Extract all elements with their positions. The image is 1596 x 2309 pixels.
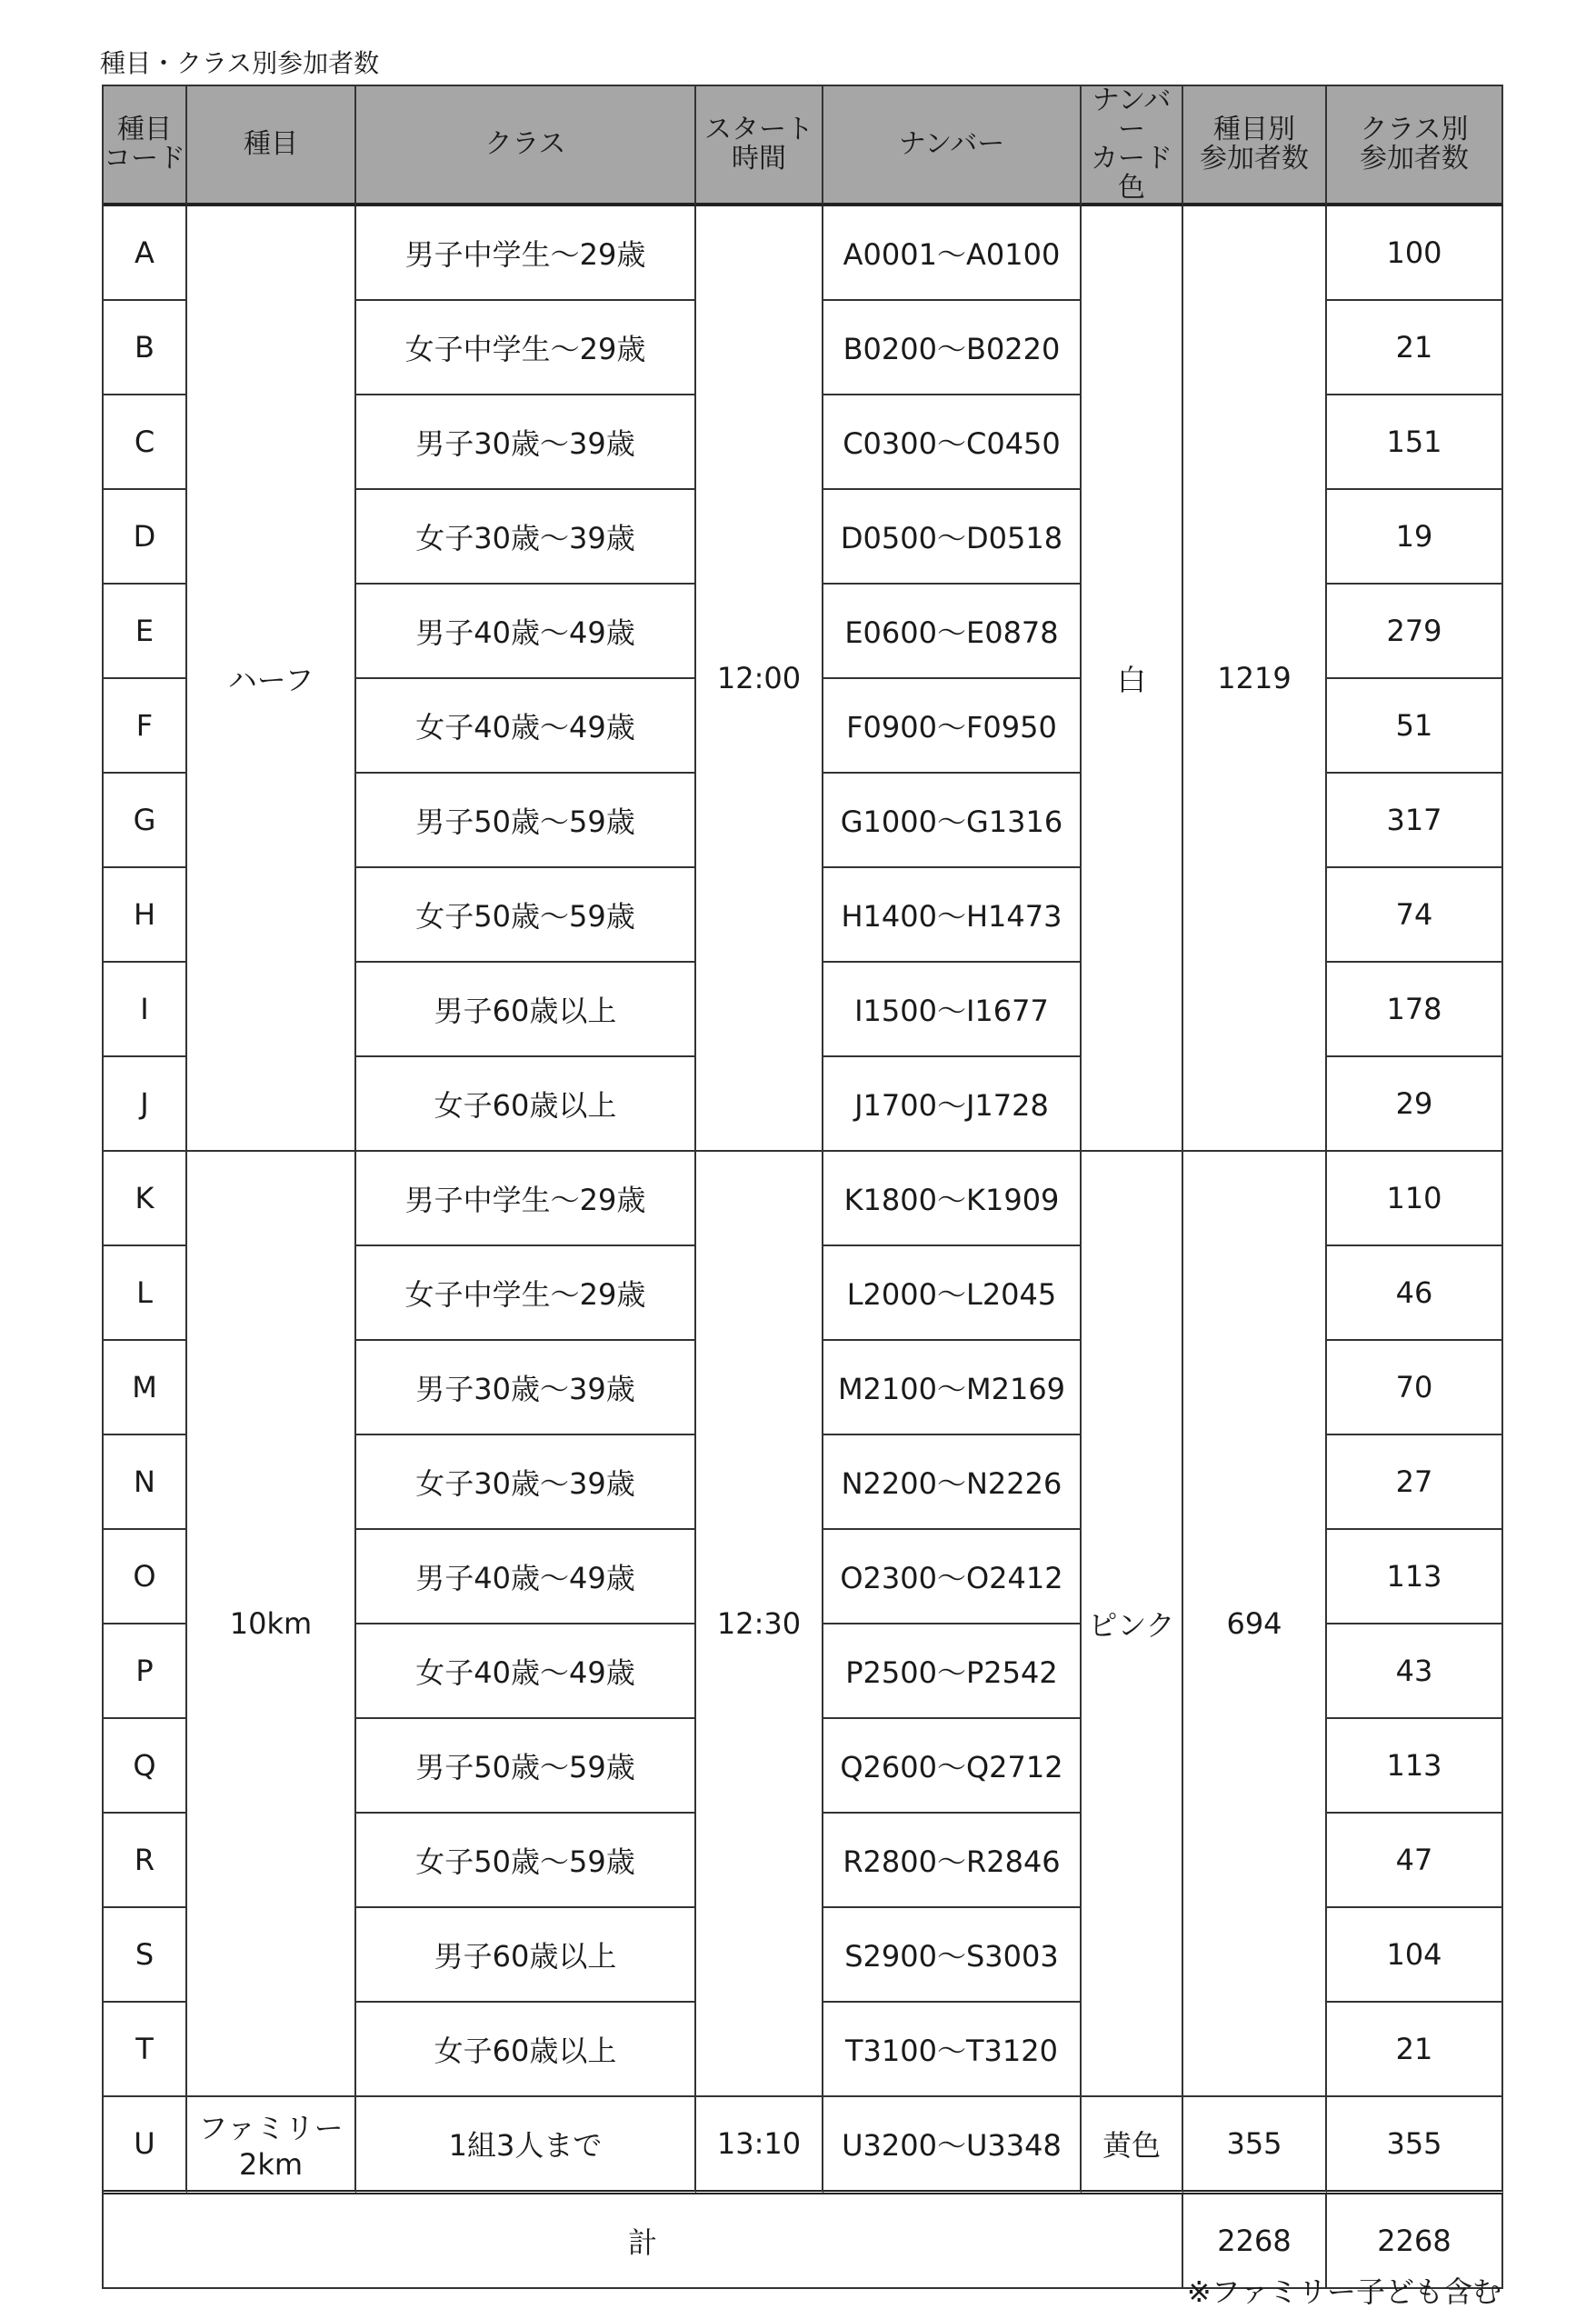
row-class-count: 51 bbox=[1327, 679, 1503, 774]
group-start-time: 13:10 bbox=[696, 2097, 823, 2194]
row-number: F0900〜F0950 bbox=[823, 679, 1082, 774]
row-class-count: 355 bbox=[1327, 2097, 1503, 2194]
row-class-count: 21 bbox=[1327, 301, 1503, 395]
row-class: 男子中学生〜29歳 bbox=[356, 1152, 696, 1246]
header-event: 種目 bbox=[187, 86, 356, 206]
total-label: 計 bbox=[104, 2194, 1183, 2289]
row-class: 男子60歳以上 bbox=[356, 963, 696, 1057]
row-code: G bbox=[104, 774, 187, 868]
row-number: C0300〜C0450 bbox=[823, 395, 1082, 490]
row-class: 女子30歳〜39歳 bbox=[356, 1435, 696, 1530]
row-code: T bbox=[104, 2003, 187, 2097]
document-title: 種目・クラス別参加者数 bbox=[100, 48, 380, 78]
header-card-color: ナンバー カード色 bbox=[1082, 86, 1183, 206]
row-class-count: 29 bbox=[1327, 1057, 1503, 1152]
row-number: E0600〜E0878 bbox=[823, 585, 1082, 679]
row-number: T3100〜T3120 bbox=[823, 2003, 1082, 2097]
row-code: Q bbox=[104, 1719, 187, 1814]
table-body bbox=[104, 206, 1503, 2194]
row-code: P bbox=[104, 1624, 187, 1719]
row-class-count: 21 bbox=[1327, 2003, 1503, 2097]
row-code: N bbox=[104, 1435, 187, 1530]
header-code: 種目 コード bbox=[104, 86, 187, 206]
group-card-color: 白 bbox=[1082, 206, 1183, 1152]
group-event-count: 1219 bbox=[1183, 206, 1327, 1152]
total-class-count: 2268 bbox=[1327, 2194, 1503, 2289]
row-number: D0500〜D0518 bbox=[823, 490, 1082, 585]
group-card-color: 黄色 bbox=[1082, 2097, 1183, 2194]
row-class: 男子40歳〜49歳 bbox=[356, 585, 696, 679]
row-class: 女子60歳以上 bbox=[356, 2003, 696, 2097]
row-class-count: 43 bbox=[1327, 1624, 1503, 1719]
row-class: 女子中学生〜29歳 bbox=[356, 1246, 696, 1341]
row-number: P2500〜P2542 bbox=[823, 1624, 1082, 1719]
row-class-count: 104 bbox=[1327, 1908, 1503, 2003]
footnote: ※ファミリー子ども含む bbox=[1186, 2274, 1501, 2309]
row-number: L2000〜L2045 bbox=[823, 1246, 1082, 1341]
row-class-count: 47 bbox=[1327, 1814, 1503, 1908]
row-class: 男子50歳〜59歳 bbox=[356, 774, 696, 868]
row-number: S2900〜S3003 bbox=[823, 1908, 1082, 2003]
row-number: R2800〜R2846 bbox=[823, 1814, 1082, 1908]
group-start-time: 12:30 bbox=[696, 1152, 823, 2097]
row-class: 男子30歳〜39歳 bbox=[356, 1341, 696, 1435]
row-code: D bbox=[104, 490, 187, 585]
row-class-count: 279 bbox=[1327, 585, 1503, 679]
row-code: S bbox=[104, 1908, 187, 2003]
row-class: 女子60歳以上 bbox=[356, 1057, 696, 1152]
row-code: L bbox=[104, 1246, 187, 1341]
row-number: U3200〜U3348 bbox=[823, 2097, 1082, 2194]
row-code: O bbox=[104, 1530, 187, 1624]
group-start-time: 12:00 bbox=[696, 206, 823, 1152]
table-row bbox=[104, 1152, 1503, 1246]
header-start-time: スタート 時間 bbox=[696, 86, 823, 206]
row-class-count: 113 bbox=[1327, 1530, 1503, 1624]
row-number: Q2600〜Q2712 bbox=[823, 1719, 1082, 1814]
row-number: B0200〜B0220 bbox=[823, 301, 1082, 395]
row-class: 男子60歳以上 bbox=[356, 1908, 696, 2003]
group-card-color: ピンク bbox=[1082, 1152, 1183, 2097]
row-class-count: 70 bbox=[1327, 1341, 1503, 1435]
row-code: H bbox=[104, 868, 187, 963]
group-event-count: 355 bbox=[1183, 2097, 1327, 2194]
group-event: 10km bbox=[187, 1152, 356, 2097]
row-code: A bbox=[104, 206, 187, 301]
row-code: E bbox=[104, 585, 187, 679]
row-class: 男子中学生〜29歳 bbox=[356, 206, 696, 301]
group-event: ハーフ bbox=[187, 206, 356, 1152]
row-code: C bbox=[104, 395, 187, 490]
row-class-count: 74 bbox=[1327, 868, 1503, 963]
row-class-count: 178 bbox=[1327, 963, 1503, 1057]
row-class-count: 317 bbox=[1327, 774, 1503, 868]
group-event: ファミリー2km bbox=[187, 2097, 356, 2194]
header-class: クラス bbox=[356, 86, 696, 206]
row-number: M2100〜M2169 bbox=[823, 1341, 1082, 1435]
header-row bbox=[104, 86, 1503, 206]
row-code: M bbox=[104, 1341, 187, 1435]
row-class-count: 110 bbox=[1327, 1152, 1503, 1246]
row-class: 女子40歳〜49歳 bbox=[356, 679, 696, 774]
row-number: H1400〜H1473 bbox=[823, 868, 1082, 963]
row-number: I1500〜I1677 bbox=[823, 963, 1082, 1057]
row-class: 女子40歳〜49歳 bbox=[356, 1624, 696, 1719]
row-code: K bbox=[104, 1152, 187, 1246]
participants-table bbox=[102, 85, 1503, 2289]
row-code: R bbox=[104, 1814, 187, 1908]
row-number: A0001〜A0100 bbox=[823, 206, 1082, 301]
row-number: G1000〜G1316 bbox=[823, 774, 1082, 868]
row-class-count: 46 bbox=[1327, 1246, 1503, 1341]
row-number: N2200〜N2226 bbox=[823, 1435, 1082, 1530]
row-class: 1組3人まで bbox=[356, 2097, 696, 2194]
row-code: F bbox=[104, 679, 187, 774]
row-class-count: 151 bbox=[1327, 395, 1503, 490]
row-class: 女子50歳〜59歳 bbox=[356, 1814, 696, 1908]
table-row bbox=[104, 206, 1503, 301]
row-class: 女子30歳〜39歳 bbox=[356, 490, 696, 585]
row-code: J bbox=[104, 1057, 187, 1152]
header-class-count: クラス別 参加者数 bbox=[1327, 86, 1503, 206]
row-class-count: 100 bbox=[1327, 206, 1503, 301]
row-code: I bbox=[104, 963, 187, 1057]
row-class-count: 19 bbox=[1327, 490, 1503, 585]
group-event-count: 694 bbox=[1183, 1152, 1327, 2097]
header-event-count: 種目別 参加者数 bbox=[1183, 86, 1327, 206]
row-class: 女子50歳〜59歳 bbox=[356, 868, 696, 963]
header-number: ナンバー bbox=[823, 86, 1082, 206]
row-number: K1800〜K1909 bbox=[823, 1152, 1082, 1246]
row-class: 女子中学生〜29歳 bbox=[356, 301, 696, 395]
row-number: J1700〜J1728 bbox=[823, 1057, 1082, 1152]
row-code: B bbox=[104, 301, 187, 395]
row-class: 男子50歳〜59歳 bbox=[356, 1719, 696, 1814]
row-code: U bbox=[104, 2097, 187, 2194]
row-number: O2300〜O2412 bbox=[823, 1530, 1082, 1624]
row-class: 男子40歳〜49歳 bbox=[356, 1530, 696, 1624]
row-class-count: 27 bbox=[1327, 1435, 1503, 1530]
row-class-count: 113 bbox=[1327, 1719, 1503, 1814]
total-event-count: 2268 bbox=[1183, 2194, 1327, 2289]
table-row bbox=[104, 2097, 1503, 2194]
row-class: 男子30歳〜39歳 bbox=[356, 395, 696, 490]
